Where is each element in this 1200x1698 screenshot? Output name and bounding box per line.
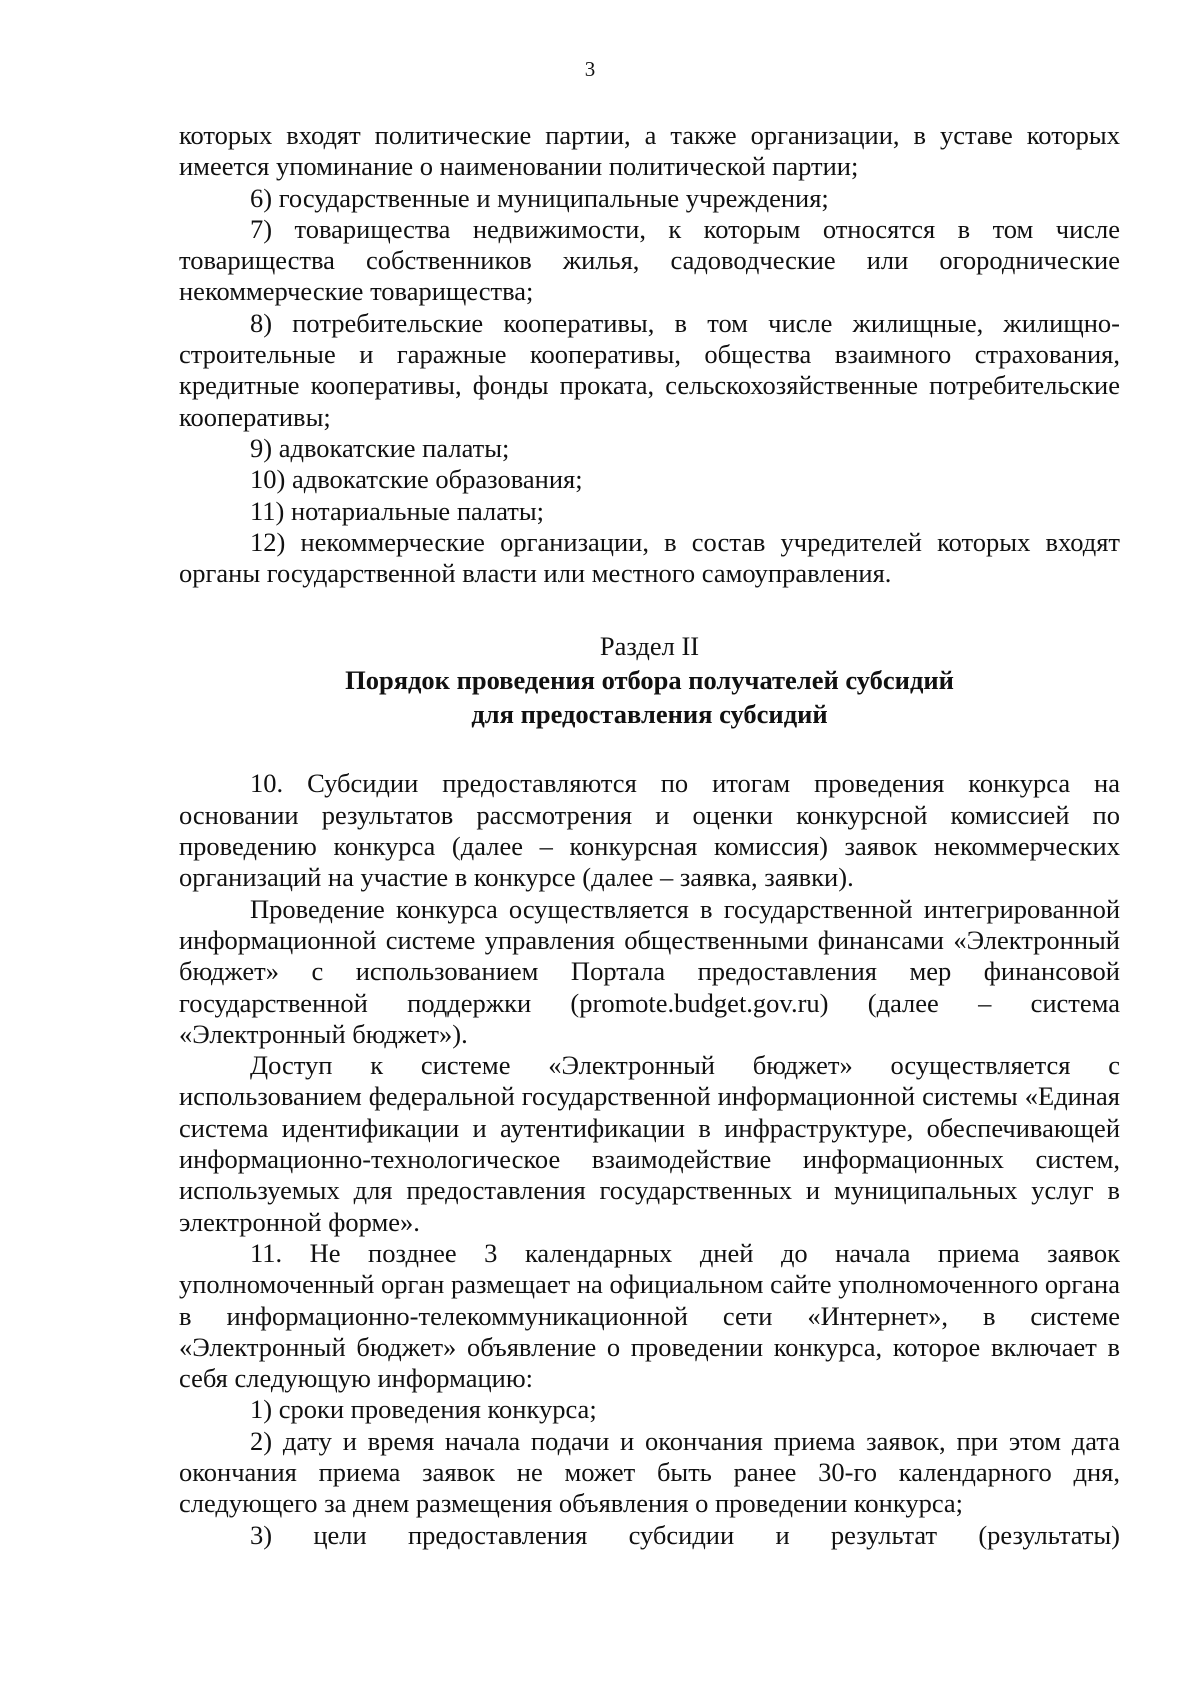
spacer: [179, 731, 1120, 768]
clause-11-item-3: 3) цели предоставления субсидии и результат (результаты): [250, 1519, 1120, 1550]
section-label: Раздел II: [599, 631, 700, 662]
clause-11-item-2: 2) дату и время начала подачи и окончания приема заявок, при этом дата окончания приема заявок не может быть ранее 30-го календарного дня, следующего за днем размещения объявления о проведении конкурса;: [179, 1425, 1120, 1519]
section-heading-line-1: Порядок проведения отбора получателей субсидий: [345, 665, 954, 696]
section-heading-line-2: для предоставления субсидий: [471, 699, 828, 730]
clause-11-item-1: 1) сроки проведения конкурса;: [250, 1394, 597, 1425]
clause-11: 11. Не позднее 3 календарных дней до начала приема заявок уполномоченный орган размещает на официальном сайте уполномоченного органа в информационно-телекоммуникационной сети «Интернет», в системе «Электронный бюджет» объявление о проведении конкурса, которое включает в себя следующую информацию:: [179, 1237, 1120, 1394]
clause-10: 10. Субсидии предоставляются по итогам проведения конкурса на основании результатов рассмотрения и оценки конкурсной комиссией по проведению конкурса (далее – конкурсная комиссия) заявок некоммерческих организаций на участие в конкурсе (далее – заявка, заявки).: [179, 768, 1120, 893]
list-item-10: 10) адвокатские образования;: [250, 464, 583, 495]
paragraph-continuation: которых входят политические партии, а также организации, в уставе которых имеется упоминание о наименовании политической партии;: [179, 120, 1120, 182]
list-item-12: 12) некоммерческие организации, в состав учредителей которых входят органы государственной власти или местного самоуправления.: [179, 526, 1120, 589]
document-body: [179, 120, 1120, 1551]
list-item-7: 7) товарищества недвижимости, к которым относятся в том числе товарищества собственников жилья, садоводческие или огороднические некоммерческие товарищества;: [179, 213, 1120, 307]
clause-10-access: Доступ к системе «Электронный бюджет» осуществляется с использованием федеральной государственной информационной системы «Единая система идентификации и аутентификации в инфраструктуре, обеспечивающей информационно-технологическое взаимодействие информационных систем, используемых для предоставления государственных и муниципальных услуг в электронной форме».: [179, 1050, 1120, 1237]
page-number: 3: [584, 57, 596, 81]
list-item-11: 11) нотариальные палаты;: [250, 495, 545, 526]
clause-10-system: Проведение конкурса осуществляется в государственной интегрированной информационной системе управления общественными финансами «Электронный бюджет» с использованием Портала предоставления мер финансовой государственной поддержки (promote.budget.gov.ru) (далее – система «Электронный бюджет»).: [179, 893, 1120, 1049]
list-item-9: 9) адвокатские палаты;: [250, 432, 510, 463]
list-item-6: 6) государственные и муниципальные учреждения;: [250, 182, 829, 213]
list-item-8: 8) потребительские кооперативы, в том числе жилищные, жилищно-строительные и гаражные кооперативы, общества взаимного страхования, кредитные кооперативы, фонды проката, сельскохозяйственные потребительские кооперативы;: [179, 307, 1120, 432]
